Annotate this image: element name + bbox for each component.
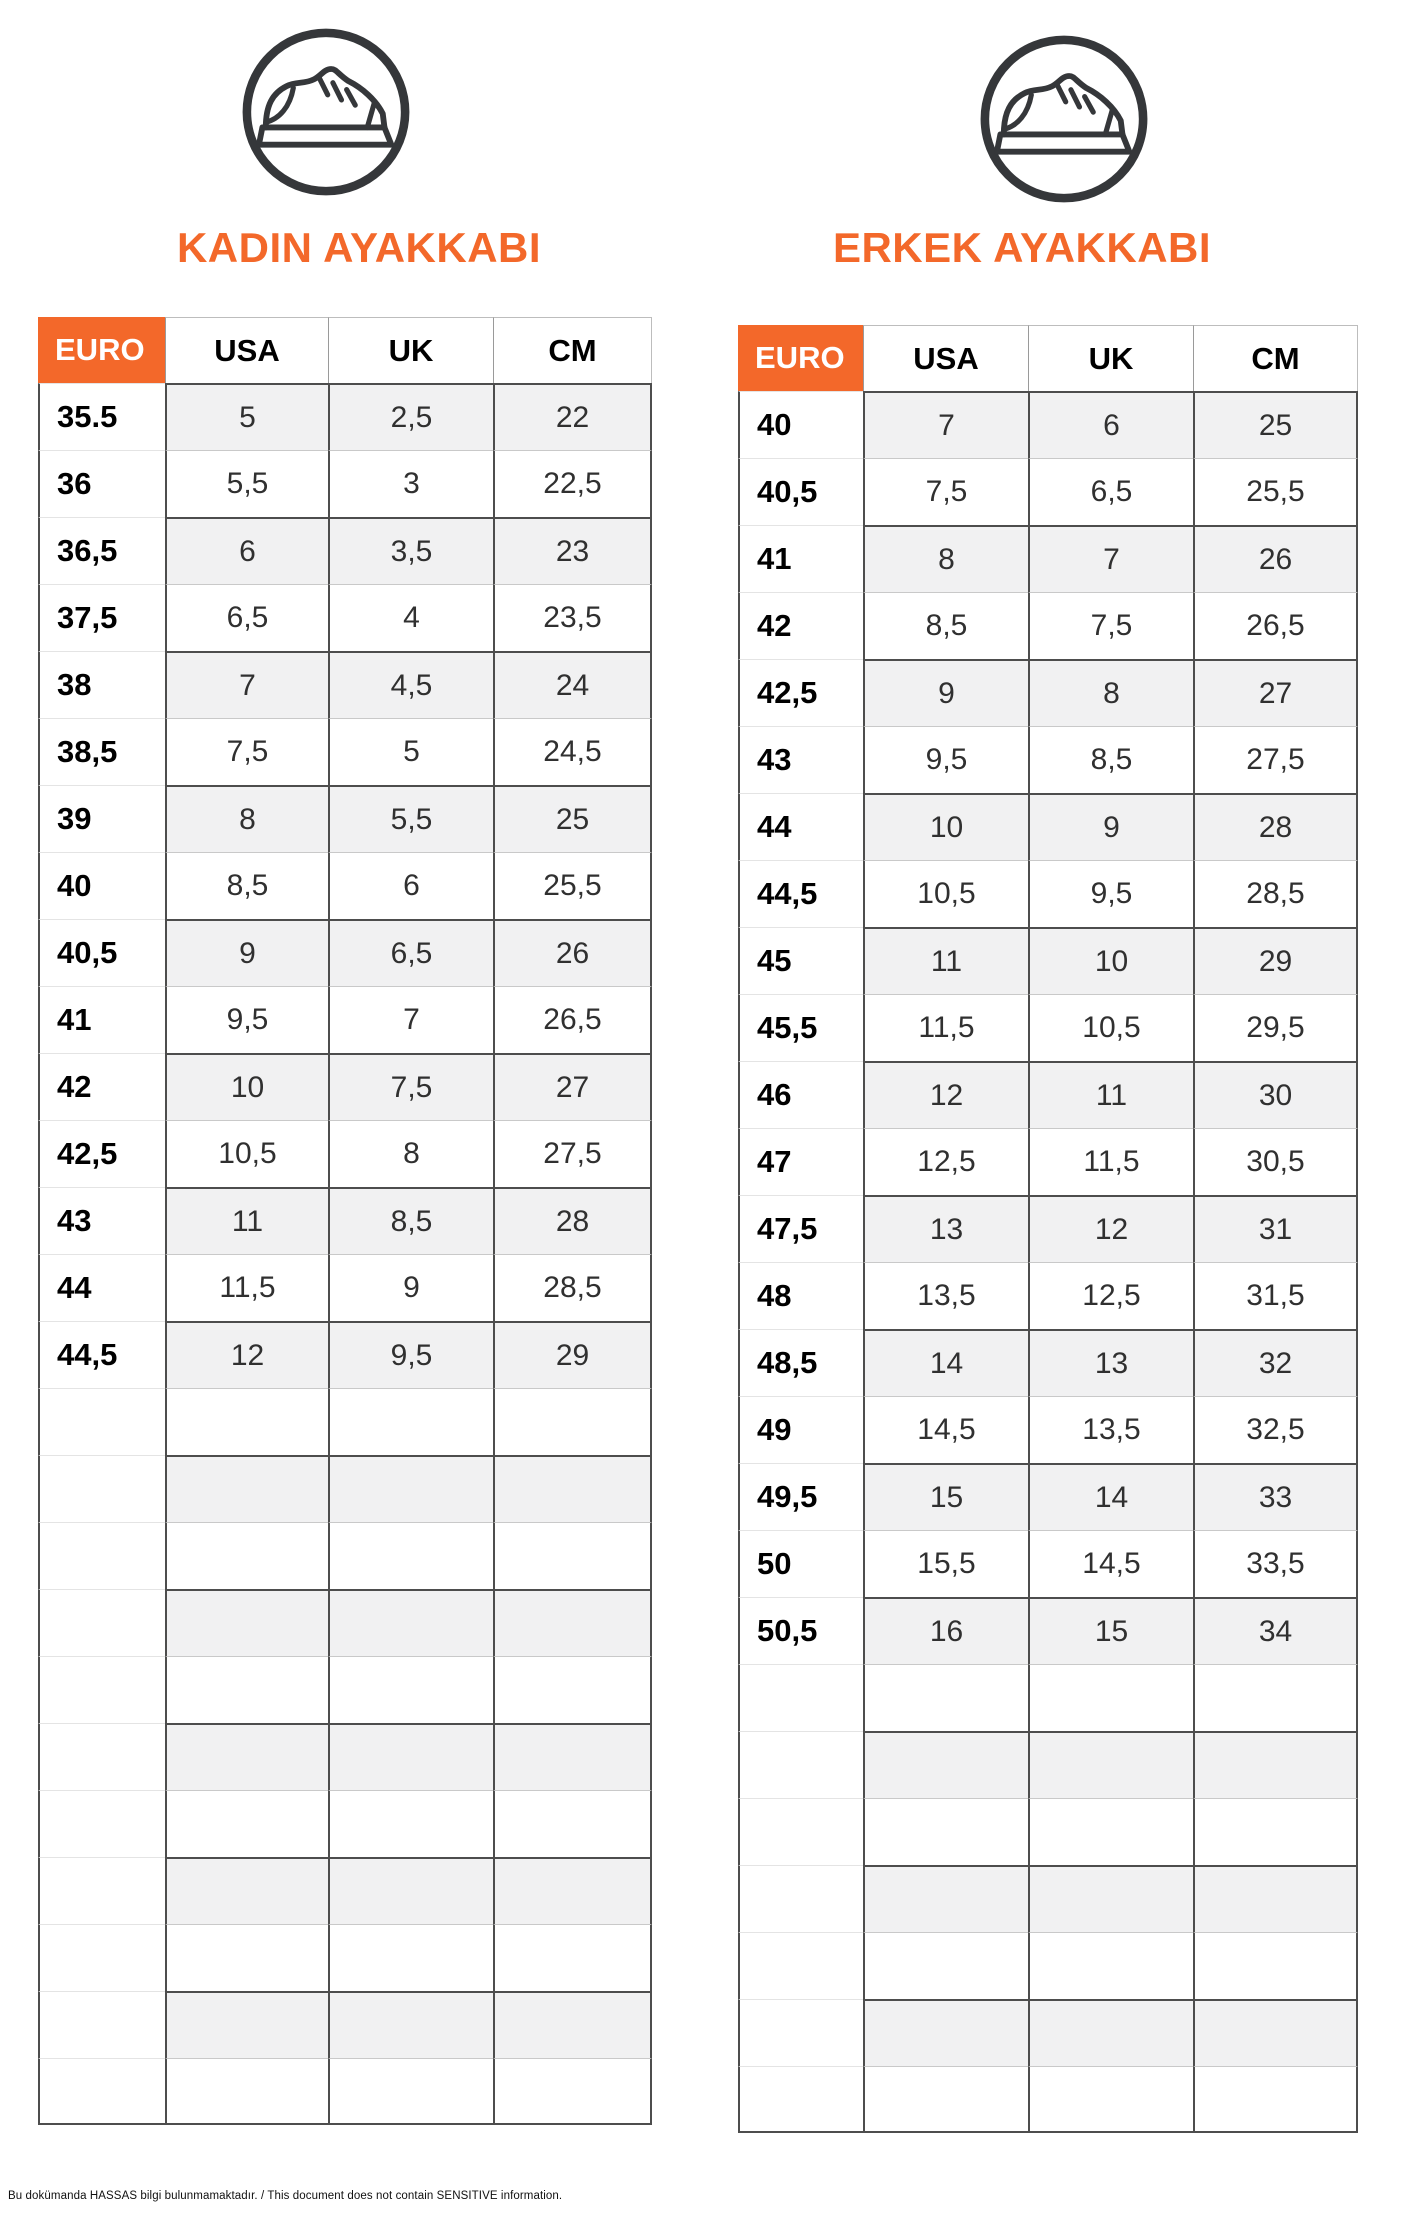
empty-cell — [38, 1455, 165, 1522]
size-cell: 9,5 — [1028, 860, 1193, 927]
size-cell: 14,5 — [863, 1396, 1028, 1463]
size-cell: 5,5 — [328, 785, 493, 852]
empty-cell — [863, 1932, 1028, 1999]
empty-cell — [165, 1723, 328, 1790]
size-cell: 7 — [1028, 525, 1193, 592]
empty-cell — [165, 1991, 328, 2058]
empty-cell — [493, 1924, 652, 1991]
size-cell: 25,5 — [493, 852, 652, 919]
empty-cell — [165, 2058, 328, 2125]
size-cell: 49,5 — [738, 1463, 863, 1530]
empty-cell — [493, 1991, 652, 2058]
size-cell: 25 — [1193, 391, 1358, 458]
empty-cell — [165, 1522, 328, 1589]
empty-cell — [493, 2058, 652, 2125]
size-cell: 12 — [1028, 1195, 1193, 1262]
size-cell: 34 — [1193, 1597, 1358, 1664]
size-cell: 32,5 — [1193, 1396, 1358, 1463]
size-cell: 10 — [1028, 927, 1193, 994]
size-cell: 26 — [493, 919, 652, 986]
size-cell: 22,5 — [493, 450, 652, 517]
size-cell: 3,5 — [328, 517, 493, 584]
size-cell: 24,5 — [493, 718, 652, 785]
size-cell: 10,5 — [863, 860, 1028, 927]
empty-cell — [165, 1790, 328, 1857]
size-cell: 3 — [328, 450, 493, 517]
size-cell: 48 — [738, 1262, 863, 1329]
size-cell: 16 — [863, 1597, 1028, 1664]
size-cell: 44,5 — [738, 860, 863, 927]
women-sneaker-icon — [240, 24, 412, 200]
size-cell: 10,5 — [1028, 994, 1193, 1061]
size-cell: 23 — [493, 517, 652, 584]
empty-cell — [738, 1932, 863, 1999]
size-cell: 24 — [493, 651, 652, 718]
empty-cell — [38, 2058, 165, 2125]
empty-cell — [38, 1589, 165, 1656]
empty-cell — [493, 1455, 652, 1522]
empty-cell — [863, 1999, 1028, 2066]
empty-cell — [1193, 1865, 1358, 1932]
size-cell: 30 — [1193, 1061, 1358, 1128]
empty-cell — [328, 1656, 493, 1723]
size-cell: 31 — [1193, 1195, 1358, 1262]
size-cell: 27 — [493, 1053, 652, 1120]
empty-cell — [1193, 1932, 1358, 1999]
empty-cell — [328, 1723, 493, 1790]
size-cell: 13,5 — [1028, 1396, 1193, 1463]
size-cell: 10,5 — [165, 1120, 328, 1187]
size-cell: 12,5 — [1028, 1262, 1193, 1329]
size-cell: 9 — [328, 1254, 493, 1321]
size-cell: 44 — [738, 793, 863, 860]
header-cell-cm: CM — [493, 317, 652, 383]
size-cell: 35.5 — [38, 383, 165, 450]
size-cell: 42,5 — [38, 1120, 165, 1187]
empty-cell — [328, 1455, 493, 1522]
size-cell: 46 — [738, 1061, 863, 1128]
size-cell: 15 — [863, 1463, 1028, 1530]
header-cell-usa: USA — [863, 325, 1028, 391]
size-cell: 11,5 — [1028, 1128, 1193, 1195]
empty-cell — [493, 1589, 652, 1656]
empty-cell — [38, 1522, 165, 1589]
header-cell-uk: UK — [1028, 325, 1193, 391]
size-cell: 11,5 — [863, 994, 1028, 1061]
empty-cell — [738, 1865, 863, 1932]
size-cell: 9,5 — [328, 1321, 493, 1388]
size-cell: 40 — [38, 852, 165, 919]
size-cell: 38 — [38, 651, 165, 718]
size-cell: 11,5 — [165, 1254, 328, 1321]
size-cell: 43 — [738, 726, 863, 793]
empty-cell — [328, 2058, 493, 2125]
empty-cell — [38, 1991, 165, 2058]
size-cell: 5 — [328, 718, 493, 785]
size-cell: 36 — [38, 450, 165, 517]
size-cell: 7,5 — [165, 718, 328, 785]
size-cell: 26,5 — [1193, 592, 1358, 659]
empty-cell — [1028, 1932, 1193, 1999]
size-cell: 45 — [738, 927, 863, 994]
size-cell: 11 — [165, 1187, 328, 1254]
size-cell: 7 — [165, 651, 328, 718]
size-cell: 28,5 — [1193, 860, 1358, 927]
size-cell: 22 — [493, 383, 652, 450]
size-cell: 9,5 — [863, 726, 1028, 793]
size-cell: 43 — [38, 1187, 165, 1254]
size-cell: 7,5 — [328, 1053, 493, 1120]
empty-cell — [328, 1589, 493, 1656]
sneaker-icon — [978, 31, 1150, 207]
sneaker-icon — [240, 24, 412, 200]
empty-cell — [1028, 2066, 1193, 2133]
size-cell: 39 — [38, 785, 165, 852]
size-cell: 9 — [165, 919, 328, 986]
size-cell: 25 — [493, 785, 652, 852]
header-cell-euro: EURO — [738, 325, 863, 391]
empty-cell — [1193, 1731, 1358, 1798]
size-cell: 8,5 — [328, 1187, 493, 1254]
empty-cell — [1193, 1664, 1358, 1731]
empty-cell — [38, 1857, 165, 1924]
size-cell: 28 — [1193, 793, 1358, 860]
size-cell: 29 — [493, 1321, 652, 1388]
empty-cell — [738, 1798, 863, 1865]
size-cell: 29 — [1193, 927, 1358, 994]
empty-cell — [165, 1924, 328, 1991]
size-cell: 42 — [38, 1053, 165, 1120]
size-cell: 31,5 — [1193, 1262, 1358, 1329]
size-cell: 27,5 — [1193, 726, 1358, 793]
size-cell: 12 — [165, 1321, 328, 1388]
size-cell: 11 — [863, 927, 1028, 994]
size-cell: 50,5 — [738, 1597, 863, 1664]
size-cell: 45,5 — [738, 994, 863, 1061]
size-cell: 12 — [863, 1061, 1028, 1128]
size-cell: 28,5 — [493, 1254, 652, 1321]
empty-cell — [493, 1656, 652, 1723]
size-cell: 26 — [1193, 525, 1358, 592]
size-cell: 9 — [863, 659, 1028, 726]
empty-cell — [328, 1790, 493, 1857]
size-cell: 12,5 — [863, 1128, 1028, 1195]
empty-cell — [165, 1388, 328, 1455]
header-cell-cm: CM — [1193, 325, 1358, 391]
size-cell: 47 — [738, 1128, 863, 1195]
empty-cell — [863, 2066, 1028, 2133]
empty-cell — [738, 1664, 863, 1731]
empty-cell — [38, 1388, 165, 1455]
size-cell: 28 — [493, 1187, 652, 1254]
size-cell: 6 — [1028, 391, 1193, 458]
empty-cell — [493, 1790, 652, 1857]
empty-cell — [863, 1731, 1028, 1798]
empty-cell — [328, 1924, 493, 1991]
size-cell: 9,5 — [165, 986, 328, 1053]
sensitivity-footer-note: Bu dokümanda HASSAS bilgi bulunmamaktadır. / This document does not contain SENSITIVE information. — [8, 2190, 563, 2202]
size-cell: 7,5 — [1028, 592, 1193, 659]
empty-cell — [1028, 1999, 1193, 2066]
size-cell: 37,5 — [38, 584, 165, 651]
empty-cell — [165, 1589, 328, 1656]
size-cell: 49 — [738, 1396, 863, 1463]
size-cell: 40 — [738, 391, 863, 458]
men-sneaker-icon — [978, 31, 1150, 207]
size-cell: 7 — [863, 391, 1028, 458]
size-cell: 33,5 — [1193, 1530, 1358, 1597]
size-cell: 8 — [328, 1120, 493, 1187]
size-cell: 6,5 — [328, 919, 493, 986]
empty-cell — [1028, 1865, 1193, 1932]
size-cell: 47,5 — [738, 1195, 863, 1262]
size-cell: 27,5 — [493, 1120, 652, 1187]
empty-cell — [738, 1999, 863, 2066]
empty-cell — [738, 2066, 863, 2133]
size-cell: 8,5 — [165, 852, 328, 919]
empty-cell — [493, 1522, 652, 1589]
size-cell: 38,5 — [38, 718, 165, 785]
size-cell: 29,5 — [1193, 994, 1358, 1061]
size-cell: 6,5 — [1028, 458, 1193, 525]
size-cell: 8 — [165, 785, 328, 852]
size-cell: 42,5 — [738, 659, 863, 726]
empty-cell — [738, 1731, 863, 1798]
empty-cell — [493, 1857, 652, 1924]
size-cell: 40,5 — [738, 458, 863, 525]
size-cell: 44 — [38, 1254, 165, 1321]
size-cell: 6 — [328, 852, 493, 919]
size-cell: 6,5 — [165, 584, 328, 651]
size-cell: 36,5 — [38, 517, 165, 584]
size-cell: 48,5 — [738, 1329, 863, 1396]
men-size-table — [738, 325, 1358, 2133]
size-cell: 4,5 — [328, 651, 493, 718]
size-cell: 13 — [1028, 1329, 1193, 1396]
size-cell: 10 — [165, 1053, 328, 1120]
size-cell: 40,5 — [38, 919, 165, 986]
size-cell: 13 — [863, 1195, 1028, 1262]
size-cell: 8,5 — [863, 592, 1028, 659]
size-cell: 5,5 — [165, 450, 328, 517]
empty-cell — [1193, 1999, 1358, 2066]
empty-cell — [863, 1664, 1028, 1731]
size-cell: 25,5 — [1193, 458, 1358, 525]
women-size-table — [38, 317, 652, 2125]
empty-cell — [328, 1388, 493, 1455]
size-cell: 15,5 — [863, 1530, 1028, 1597]
size-cell: 42 — [738, 592, 863, 659]
header-cell-usa: USA — [165, 317, 328, 383]
women-section-title: KADIN AYAKKABI — [176, 224, 542, 271]
empty-cell — [38, 1656, 165, 1723]
empty-cell — [1193, 1798, 1358, 1865]
size-cell: 41 — [38, 986, 165, 1053]
empty-cell — [863, 1865, 1028, 1932]
size-cell: 4 — [328, 584, 493, 651]
size-cell: 41 — [738, 525, 863, 592]
size-cell: 14 — [863, 1329, 1028, 1396]
size-cell: 8 — [863, 525, 1028, 592]
size-cell: 44,5 — [38, 1321, 165, 1388]
empty-cell — [165, 1656, 328, 1723]
size-cell: 32 — [1193, 1329, 1358, 1396]
header-cell-uk: UK — [328, 317, 493, 383]
size-cell: 50 — [738, 1530, 863, 1597]
size-cell: 14 — [1028, 1463, 1193, 1530]
men-section-title: ERKEK AYAKKABI — [832, 224, 1212, 271]
size-cell: 15 — [1028, 1597, 1193, 1664]
size-cell: 5 — [165, 383, 328, 450]
size-cell: 30,5 — [1193, 1128, 1358, 1195]
size-cell: 6 — [165, 517, 328, 584]
empty-cell — [328, 1857, 493, 1924]
empty-cell — [38, 1924, 165, 1991]
empty-cell — [1193, 2066, 1358, 2133]
size-cell: 33 — [1193, 1463, 1358, 1530]
empty-cell — [38, 1723, 165, 1790]
size-cell: 11 — [1028, 1061, 1193, 1128]
empty-cell — [38, 1790, 165, 1857]
header-cell-euro: EURO — [38, 317, 165, 383]
size-cell: 23,5 — [493, 584, 652, 651]
size-cell: 7,5 — [863, 458, 1028, 525]
size-cell: 2,5 — [328, 383, 493, 450]
empty-cell — [1028, 1664, 1193, 1731]
empty-cell — [863, 1798, 1028, 1865]
size-cell: 27 — [1193, 659, 1358, 726]
empty-cell — [493, 1388, 652, 1455]
size-cell: 9 — [1028, 793, 1193, 860]
empty-cell — [493, 1723, 652, 1790]
size-cell: 10 — [863, 793, 1028, 860]
empty-cell — [165, 1455, 328, 1522]
empty-cell — [328, 1991, 493, 2058]
size-cell: 13,5 — [863, 1262, 1028, 1329]
empty-cell — [328, 1522, 493, 1589]
size-cell: 7 — [328, 986, 493, 1053]
empty-cell — [1028, 1798, 1193, 1865]
size-cell: 14,5 — [1028, 1530, 1193, 1597]
empty-cell — [165, 1857, 328, 1924]
size-cell: 8,5 — [1028, 726, 1193, 793]
size-cell: 26,5 — [493, 986, 652, 1053]
empty-cell — [1028, 1731, 1193, 1798]
size-cell: 8 — [1028, 659, 1193, 726]
